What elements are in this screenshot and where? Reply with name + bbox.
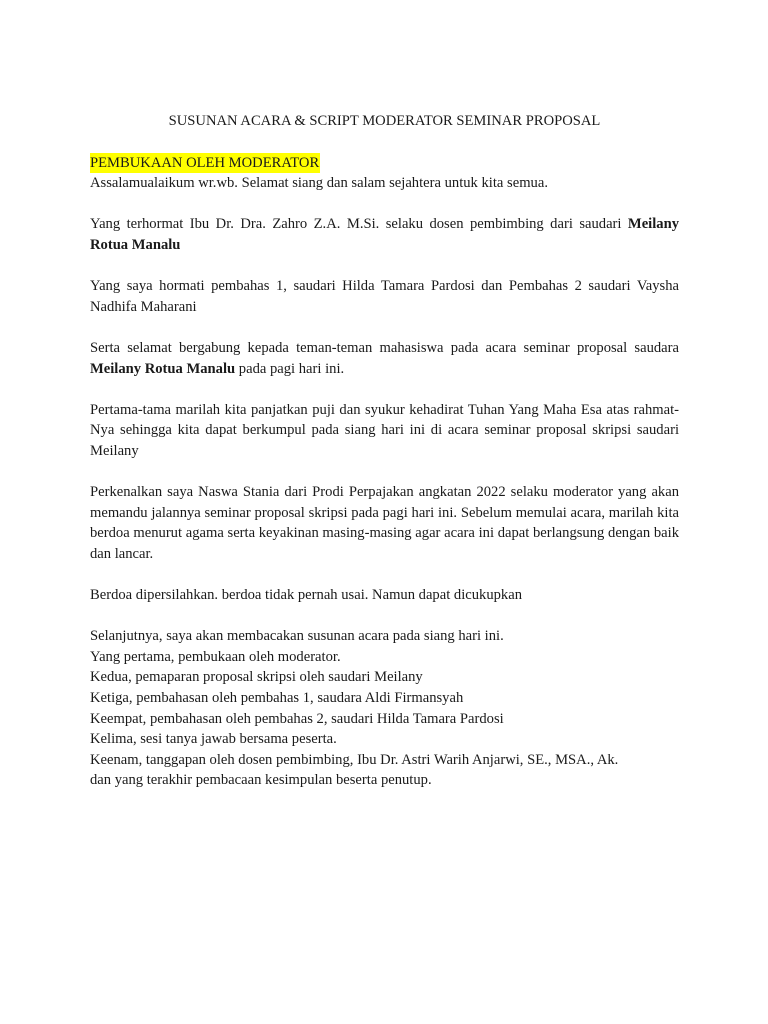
agenda-line: Selanjutnya, saya akan membacakan susunan acara pada siang hari ini. <box>90 628 504 645</box>
welcome-text-before: Serta selamat bergabung kepada teman-teman mahasiswa pada acara seminar proposal saudara <box>90 339 679 356</box>
agenda-line: dan yang terakhir pembacaan kesimpulan beserta penutup. <box>90 772 432 789</box>
agenda-line: Keempat, pembahasan oleh pembahas 2, saudari Hilda Tamara Pardosi <box>90 710 504 727</box>
section-heading-wrapper <box>90 153 679 174</box>
welcome-paragraph <box>90 338 679 379</box>
moderator-intro-paragraph: Perkenalkan saya Naswa Stania dari Prodi Perpajakan angkatan 2022 selaku moderator yang akan memandu jalannya seminar proposal skripsi pada pagi hari ini. Sebelum memulai acara, marilah kita berdoa menurut agama serta keyakinan masing-masing agar acara ini dapat berlangsung dengan baik dan lancar. <box>90 484 679 562</box>
agenda-line: Ketiga, pembahasan oleh pembahas 1, saudara Aldi Firmansyah <box>90 690 464 707</box>
prayer-paragraph: Berdoa dipersilahkan. berdoa tidak pernah usai. Namun dapat dicukupkan <box>90 587 522 604</box>
agenda-line: Kelima, sesi tanya jawab bersama peserta. <box>90 731 337 748</box>
welcome-text-after: pada pagi hari ini. <box>235 360 345 377</box>
gratitude-paragraph: Pertama-tama marilah kita panjatkan puji dan syukur kehadirat Tuhan Yang Maha Esa atas rahmat-Nya sehingga kita dapat berkumpul pada siang hari ini di acara seminar proposal skripsi saudari Meilany <box>90 401 679 459</box>
document-title: SUSUNAN ACARA & SCRIPT MODERATOR SEMINAR PROPOSAL <box>168 113 601 129</box>
advisor-paragraph <box>90 214 679 255</box>
agenda-line: Yang pertama, pembukaan oleh moderator. <box>90 648 341 665</box>
greeting-paragraph: Assalamualaikum wr.wb. Selamat siang dan salam sejahtera untuk kita semua. <box>90 175 548 192</box>
section-heading: PEMBUKAAN OLEH MODERATOR <box>90 153 320 174</box>
reviewers-paragraph: Yang saya hormati pembahas 1, saudari Hilda Tamara Pardosi dan Pembahas 2 saudari Vaysha Nadhifa Maharani <box>90 278 679 315</box>
welcome-student-name-bold: Meilany Rotua Manalu <box>90 360 236 377</box>
agenda-list <box>90 626 679 791</box>
agenda-line: Keenam, tanggapan oleh dosen pembimbing, Ibu Dr. Astri Warih Anjarwi, SE., MSA., Ak. <box>90 751 619 768</box>
document-page <box>90 111 679 791</box>
advisor-text: Yang terhormat Ibu Dr. Dra. Zahro Z.A. M.Si. selaku dosen pembimbing dari saudari <box>90 216 628 233</box>
agenda-line: Kedua, pemaparan proposal skripsi oleh saudari Meilany <box>90 669 423 686</box>
student-name-bold: Meilany Rotua Manalu <box>90 216 679 253</box>
